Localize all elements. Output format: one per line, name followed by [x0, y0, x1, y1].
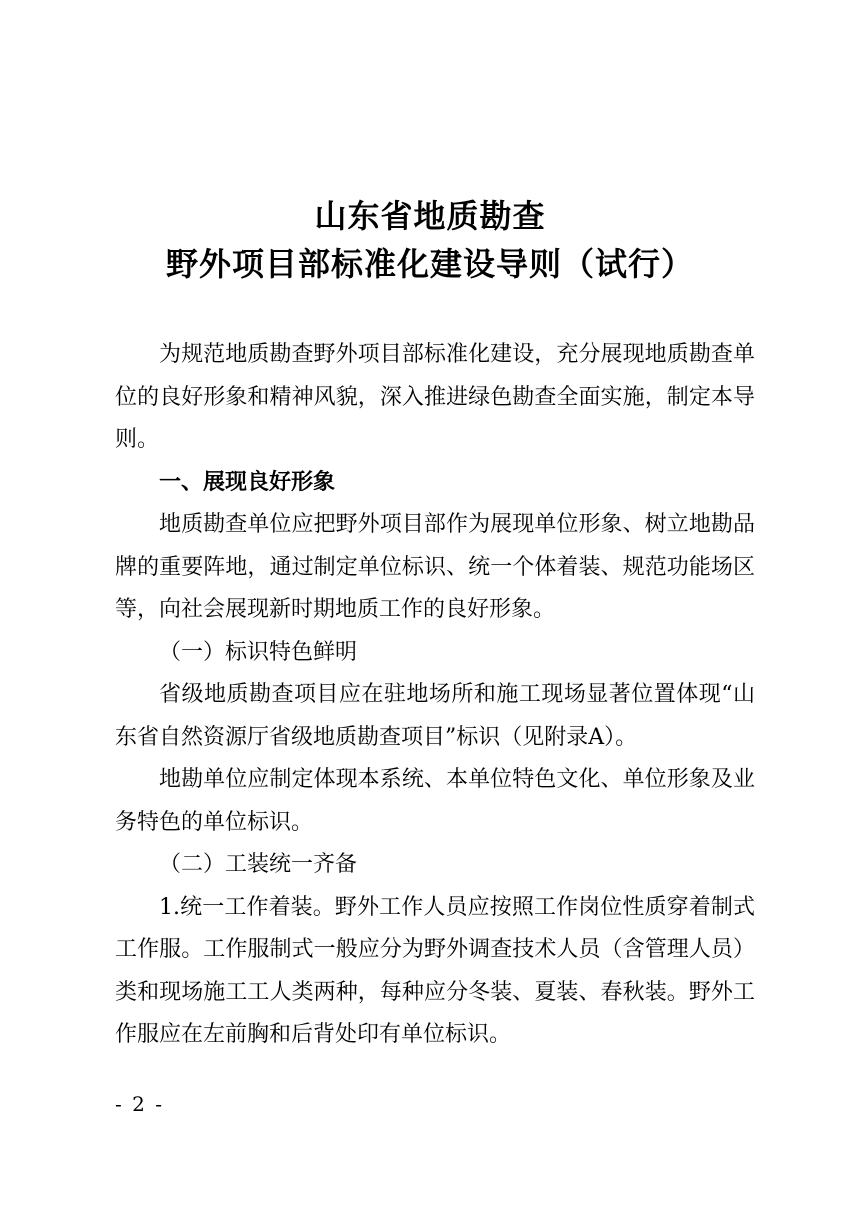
subsection1-paragraph-2: 地勘单位应制定体现本系统、本单位特色文化、单位形象及业务特色的单位标识。 [115, 767, 755, 835]
subsection2-paragraph-1: 1.统一工作着装。野外工作人员应按照工作岗位性质穿着制式工作服。工作服制式一般应分为野外调查技术人员（含管理人员）类和现场施工工人类两种，每种应分冬装、夏装、春秋装。野外工作服应在左前胸和后背处印有单位标识。 [115, 894, 755, 1047]
section1-paragraph: 地质勘查单位应把野外项目部作为展现单位形象、树立地勘品牌的重要阵地，通过制定单位标识、统一个体着装、规范功能场区等，向社会展现新时期地质工作的良好形象。 [115, 512, 755, 622]
subsection-heading-1: （一）标识特色鲜明 [159, 639, 358, 665]
subsection1-paragraph-1: 省级地质勘查项目应在驻地场所和施工现场显著位置体现“山东省自然资源厅省级地质勘查项目”标识（见附录A）。 [115, 682, 755, 750]
subsection-heading-2: （二）工装统一齐备 [159, 852, 358, 877]
intro-paragraph: 为规范地质勘查野外项目部标准化建设，充分展现地质勘查单位的良好形象和精神风貌，深入推进绿色勘查全面实施，制定本导则。 [115, 342, 755, 452]
page-number: - 2 - [115, 1092, 164, 1116]
document-title-line1: 山东省地质勘查 [314, 197, 546, 235]
document-title-line2: 野外项目部标准化建设导则（试行） [165, 245, 694, 283]
section-heading-1: 一、展现良好形象 [159, 469, 336, 495]
document-body [115, 334, 755, 1057]
